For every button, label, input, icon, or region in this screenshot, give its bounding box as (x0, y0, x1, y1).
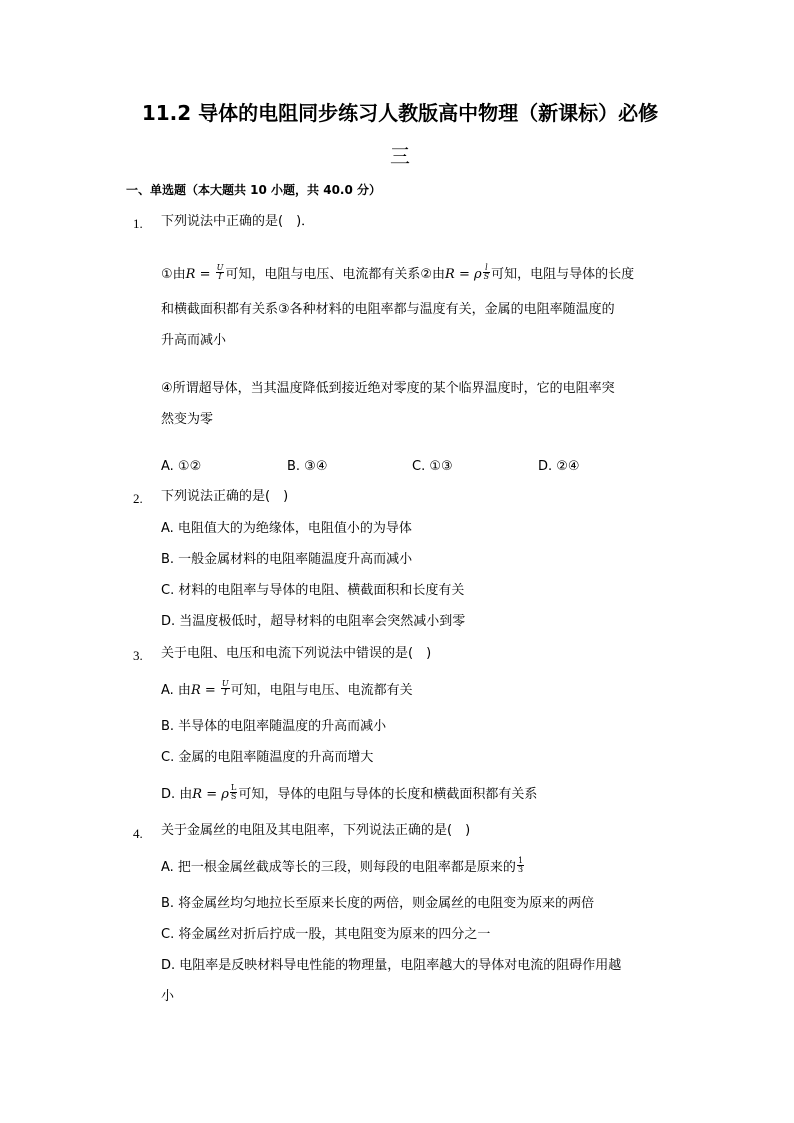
statement-line: ①由R = $\frac{U}{I}$ 可知，电阻与电压、电流都有关系②由R = ρ $\frac{l}{S}$ 可知，电阻与导体的长度 (161, 263, 635, 282)
option-a: A. 电阻值大的为绝缘体，电阻值小的为导体 (161, 521, 412, 536)
question-stem: 关于电阻、电压和电流下列说法中错误的是( ) (161, 646, 432, 661)
option-d: D. 电阻率是反映材料导电性能的物理量，电阻率越大的导体对电流的阻碍作用越 (161, 958, 622, 973)
fraction-u-over-i: $\frac{U}{I}$ (216, 263, 224, 281)
option-d-continuation: 小 (161, 989, 175, 1004)
option-a: A. ①② (161, 459, 202, 474)
option-b: B. ③④ (287, 459, 328, 474)
option-c: C. 将金属丝对折后拧成一股，其电阻变为原来的四分之一 (161, 927, 491, 942)
option-b: B. 将金属丝均匀地拉长至原来长度的两倍，则金属丝的电阻变为原来的两倍 (161, 896, 595, 911)
statement-line: 升高而减小 (161, 333, 227, 348)
option-b: B. 一般金属材料的电阻率随温度升高而减小 (161, 552, 413, 567)
option-c: C. 材料的电阻率与导体的电阻、横截面积和长度有关 (161, 583, 465, 598)
document-title: 11.2 导体的电阻同步练习人教版高中物理（新课标）必修 (141, 101, 659, 125)
question-stem: 关于金属丝的电阻及其电阻率，下列说法正确的是( ) (161, 823, 471, 838)
fraction-l-over-s: $\frac{l}{S}$ (483, 263, 490, 281)
section-heading: 一、单选题（本大题共 10 小题，共 40.0 分） (126, 183, 382, 197)
option-d: D. 当温度极低时，超导材料的电阻率会突然减小到零 (161, 614, 466, 629)
question-number: 4. (133, 826, 143, 841)
question-number: 3. (133, 648, 143, 663)
option-a: A. 把一根金属丝截成等长的三段，则每段的电阻率都是原来的 $\frac{1}{3}$ (161, 856, 524, 875)
statement-line: 和横截面积都有关系③各种材料的电阻率都与温度有关，金属的电阻率随温度的 (161, 302, 615, 317)
fraction-l-over-s: $\frac{L}{S}$ (230, 783, 237, 801)
document-title-continuation: 三 (390, 144, 410, 168)
fraction-one-third: $\frac{1}{3}$ (517, 856, 524, 874)
question-stem: 下列说法正确的是( ) (161, 489, 289, 504)
option-a: A. 由R = $\frac{U}{I}$ 可知，电阻与电压、电流都有关 (161, 679, 413, 698)
statement-line: 然变为零 (161, 412, 214, 427)
question-number: 1. (133, 216, 143, 231)
fraction-u-over-i: $\frac{U}{I}$ (221, 679, 229, 697)
option-d: D. ②④ (538, 459, 580, 474)
option-c: C. ①③ (412, 459, 453, 474)
question-number: 2. (133, 491, 143, 506)
option-c: C. 金属的电阻率随温度的升高而增大 (161, 750, 374, 765)
option-d: D. 由R = ρ $\frac{L}{S}$ 可知，导体的电阻与导体的长度和横截面积都有关系 (161, 783, 538, 802)
statement-line: ④所谓超导体，当其温度降低到接近绝对零度的某个临界温度时，它的电阻率突 (161, 381, 615, 396)
question-stem: 下列说法中正确的是( )． (161, 214, 315, 229)
option-b: B. 半导体的电阻率随温度的升高而减小 (161, 719, 387, 734)
